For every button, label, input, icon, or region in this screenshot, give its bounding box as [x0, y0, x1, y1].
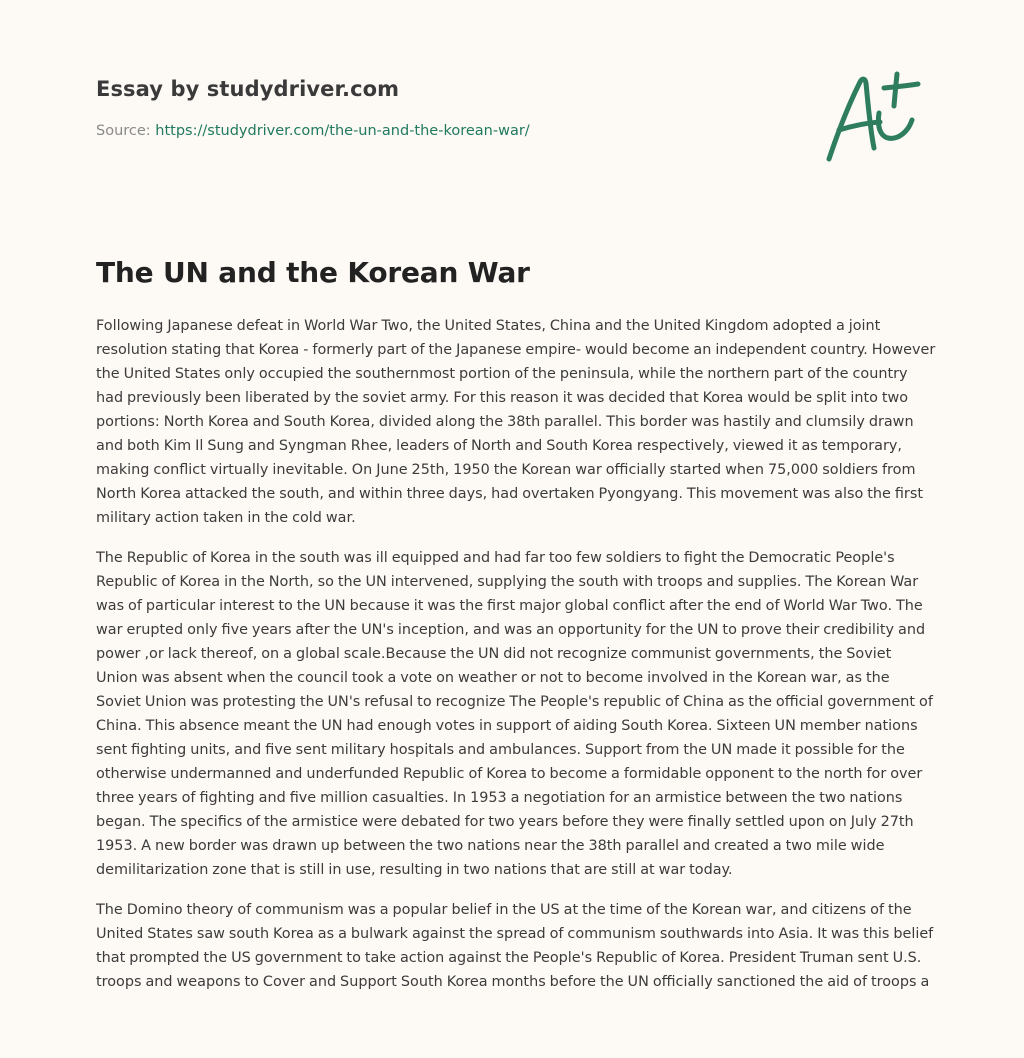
essay-paragraph-1: Following Japanese defeat in World War Two, the United States, China and the United Kingdom adopted a joint resolution stating that Korea - formerly part of the Japanese empire- would become an independent country. However the United States only occupied the southernmost portion of the peninsula, while the northern part of the country had previously been liberated by the soviet army. For this reason it was decided that Korea would be split into two portions: North Korea and South Korea, divided along the 38th parallel. This border was hastily and clumsily drawn and both Kim Il Sung and Syngman Rhee, leaders of North and South Korea respectively, viewed it as temporary, making conflict virtually inevitable. On June 25th, 1950 the Korean war officially started when 75,000 soldiers from North Korea attacked the south, and within three days, had overtaken Pyongyang. This movement was also the first military action taken in the cold war. [96, 318, 936, 526]
essay-paragraph-2: The Republic of Korea in the south was ill equipped and had far too few soldiers to fight the Democratic People's Republic of Korea in the North, so the UN intervened, supplying the south with troops and supplies. The Korean War was of particular interest to the UN because it was the first major global conflict after the end of World War Two. The war erupted only five years after the UN's inception, and was an opportunity for the UN to prove their credibility and power ,or lack thereof, on a global scale.Because the UN did not recognize communist governments, the Soviet Union was absent when the council took a vote on weather or not to become involved in the Korean war, as the Soviet Union was protesting the UN's refusal to recognize The People's republic of China as the official government of China. This absence meant the UN had enough votes in support of aiding South Korea. Sixteen UN member nations sent fighting units, and five sent military hospitals and ambulances. Support from the UN made it possible for the otherwise undermanned and underfunded Republic of Korea to become a formidable opponent to the north for over three years of fighting and five million casualties. In 1953 a negotiation for an armistice between the two nations began. The specifics of the armistice were debated for two years before they were finally settled upon on July 27th 1953. A new border was drawn up between the two nations near the 38th parallel and created a two mile wide demilitarization zone that is still in use, resulting in two nations that are still at war today. [96, 550, 933, 878]
source-line [96, 121, 796, 141]
source-link[interactable]: https://studydriver.com/the-un-and-the-korean-war/ [155, 123, 530, 139]
page-title: The UN and the Korean War [96, 256, 530, 289]
site-header [96, 74, 796, 141]
a-plus-grade-icon [822, 66, 928, 166]
brand-title: Essay by studydriver.com [96, 77, 400, 101]
essay-paragraph-3: The Domino theory of communism was a popular belief in the US at the time of the Korean war, and citizens of the United States saw south Korea as a bulwark against the spread of communism southwards into Asia. It was this belief that prompted the US government to take action against the People's Republic of Korea. President Truman sent U.S. troops and weapons to Cover and Support South Korea months before the UN officially sanctioned the aid of troops a [96, 902, 934, 990]
source-label: Source: [96, 123, 151, 139]
essay-body [96, 314, 936, 1010]
